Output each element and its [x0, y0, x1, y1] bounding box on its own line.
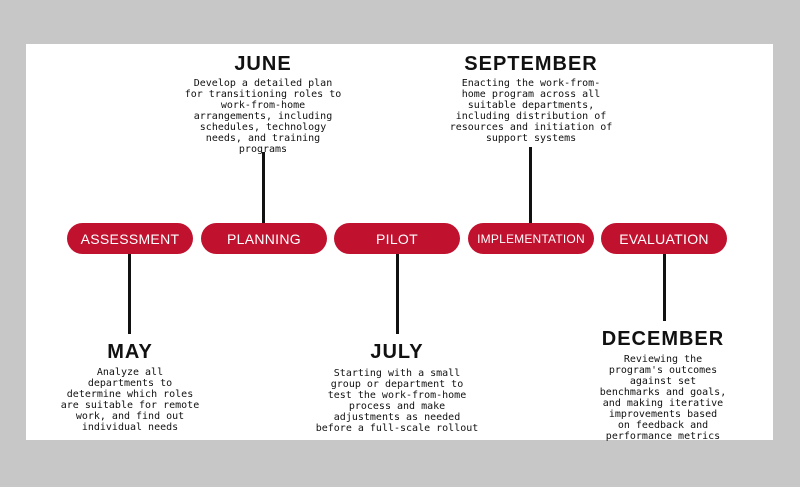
connector-may	[128, 254, 131, 334]
connector-july	[396, 254, 399, 334]
milestone-desc-september: Enacting the work-from- home program across all suitable departments, including distribution of resources and initiation of support systems	[449, 78, 613, 144]
stage-pilot: PILOT	[334, 223, 460, 254]
stage-evaluation: EVALUATION	[601, 223, 727, 254]
milestone-desc-june: Develop a detailed plan for transitioning roles to work-from-home arrangements, including schedules, technology needs, and training programs	[184, 78, 342, 155]
connector-september	[529, 147, 532, 223]
connector-june	[262, 152, 265, 223]
connector-december	[663, 254, 666, 321]
stage-planning: PLANNING	[201, 223, 327, 254]
milestone-month-june: JUNE	[234, 53, 292, 75]
milestone-desc-december: Reviewing the program's outcomes against set benchmarks and goals, and making iterative improvements based on feedback and performance metrics	[599, 354, 727, 442]
milestone-desc-july: Starting with a small group or department to test the work-from-home process and make adjustments as needed before a full-scale rollout	[315, 368, 479, 434]
milestone-month-december: DECEMBER	[601, 328, 725, 350]
stage-implementation: IMPLEMENTATION	[468, 223, 594, 254]
milestone-desc-may: Analyze all departments to determine which roles are suitable for remote work, and find out individual needs	[60, 367, 200, 433]
stage-assessment: ASSESSMENT	[67, 223, 193, 254]
milestone-month-july: JULY	[370, 341, 424, 363]
milestone-month-september: SEPTEMBER	[464, 53, 598, 75]
milestone-month-may: MAY	[107, 341, 153, 363]
